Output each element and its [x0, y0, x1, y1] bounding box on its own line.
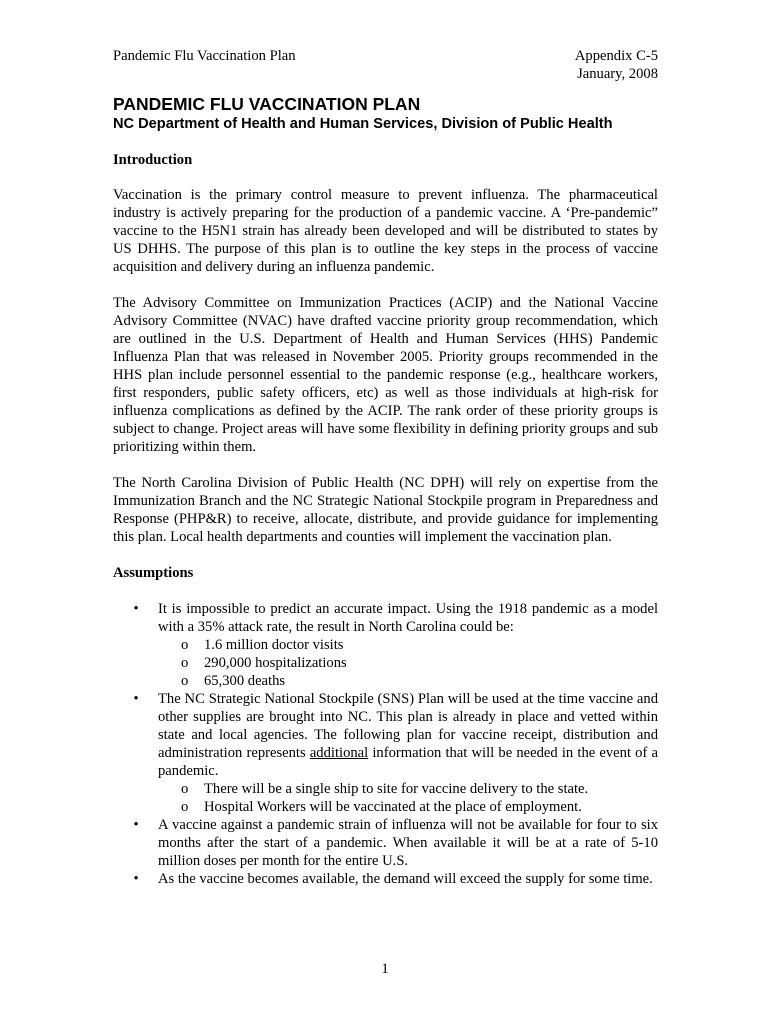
sub-list — [158, 780, 658, 816]
header-appendix: Appendix C-5 — [574, 48, 658, 64]
sub-item-text: There will be a single ship to site for vaccine delivery to the state. — [204, 781, 589, 797]
intro-paragraph-2: The Advisory Committee on Immunization Practices (ACIP) and the National Vaccine Advisory Committee (NVAC) have drafted vaccine priority group recommendation, which are outlined in the U.S. Department of Health and Human Services (HHS) Pandemic Influenza Plan that was released in November 2005. Priority groups recommended in the HHS plan include personnel essential to the pandemic response (e.g., healthcare workers, first responders, public safety officers, etc) as well as those individuals at high-risk for influenza complications as defined by the ACIP. The rank order of these priority groups is subject to change. Project areas will have some flexibility in defining priority groups and sub prioritizing within them. — [113, 295, 658, 455]
sub-item-text: 290,000 hospitalizations — [204, 655, 347, 671]
sub-item-text: Hospital Workers will be vaccinated at the place of employment. — [204, 799, 582, 815]
sub-list — [158, 636, 658, 690]
running-header — [113, 47, 658, 87]
assumptions-list — [113, 600, 658, 888]
assumptions-heading: Assumptions — [113, 565, 194, 581]
sub-item — [158, 672, 658, 690]
circle-bullet-icon: o — [181, 799, 189, 815]
assumption-item — [113, 600, 658, 690]
sub-item-text: 1.6 million doctor visits — [204, 637, 344, 653]
bullet-icon: • — [133, 871, 139, 887]
intro-paragraph-1: Vaccination is the primary control measure to prevent influenza. The pharmaceutical industry is actively preparing for the production of a pandemic vaccine. A ‘Pre-pandemic” vaccine to the H5N1 strain has already been developed and will be distributed to states by US DHHS. The purpose of this plan is to outline the key steps in the process of vaccine acquisition and delivery during an influenza pandemic. — [113, 187, 658, 275]
sub-item-text: 65,300 deaths — [204, 673, 286, 689]
page-subtitle: NC Department of Health and Human Services, Division of Public Health — [113, 116, 613, 132]
assumption-item — [113, 816, 658, 870]
sub-item — [158, 798, 658, 816]
sub-item — [158, 654, 658, 672]
underlined-word: additional — [309, 745, 369, 761]
circle-bullet-icon: o — [181, 655, 189, 671]
bullet-icon: • — [133, 691, 139, 707]
circle-bullet-icon: o — [181, 673, 189, 689]
assumption-text: A vaccine against a pandemic strain of influenza will not be available for four to six months after the start of a pandemic. When available it will be at a rate of 5-10 million doses per month for the entire U.S. — [158, 817, 658, 869]
assumption-item — [113, 870, 658, 888]
assumption-text-continued: information that will be needed in the event of a pandemic. — [158, 745, 658, 779]
page-title: PANDEMIC FLU VACCINATION PLAN — [113, 94, 421, 114]
sub-item — [158, 780, 658, 798]
intro-paragraph-3: The North Carolina Division of Public Health (NC DPH) will rely on expertise from the Immunization Branch and the NC Strategic National Stockpile program in Preparedness and Response (PHP&R) to receive, allocate, distribute, and provide guidance for implementing this plan. Local health departments and counties will implement the vaccination plan. — [113, 475, 658, 545]
header-appendix-block — [575, 47, 658, 83]
circle-bullet-icon: o — [181, 637, 189, 653]
bullet-icon: • — [133, 601, 139, 617]
assumption-item — [113, 690, 658, 816]
assumption-text: The NC Strategic National Stockpile (SNS) Plan will be used at the time vaccine and other supplies are brought into NC. This plan is already in place and vetted within state and local agencies. The following plan for vaccine receipt, distribution and administration represents — [158, 691, 658, 761]
document-page — [113, 47, 658, 888]
page-number: 1 — [381, 961, 389, 977]
bullet-icon: • — [133, 817, 139, 833]
circle-bullet-icon: o — [181, 781, 189, 797]
assumption-text: As the vaccine becomes available, the demand will exceed the supply for some time. — [158, 871, 653, 887]
header-document-name: Pandemic Flu Vaccination Plan — [113, 48, 296, 64]
sub-item — [158, 636, 658, 654]
header-date: January, 2008 — [577, 66, 658, 82]
assumption-text: It is impossible to predict an accurate impact. Using the 1918 pandemic as a model with a 35% attack rate, the result in North Carolina could be: — [158, 601, 658, 635]
introduction-heading: Introduction — [113, 152, 193, 168]
